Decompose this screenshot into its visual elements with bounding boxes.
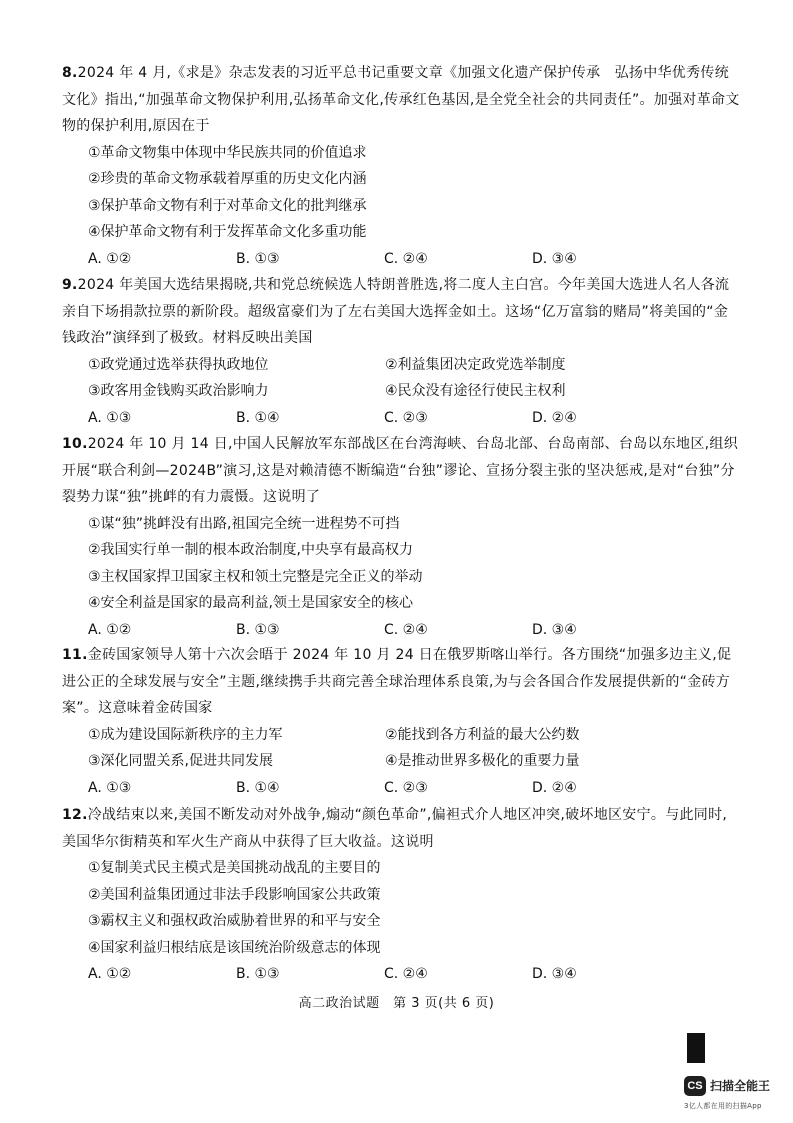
option-2: ②能找到各方利益的最大公约数 bbox=[385, 726, 580, 743]
camscanner-tagline: 3亿人都在用的扫描App bbox=[684, 1102, 762, 1110]
option-2: ②珍贵的革命文物承载着厚重的历史文化内涵 bbox=[88, 171, 367, 187]
question-stem: 2024 年美国大选结果揭晓,共和党总统候选人特朗普胜选,将二度人主白宫。今年美国大选进人名人各流亲自下场捐款拉票的新阶段。超级富豪们为了左右美国大选挥金如土。这场“亿万富翁的赌局”将美国的“金钱政治”演绎到了极致。材料反映出美国 bbox=[62, 277, 730, 346]
option-1: ①谋“独”挑衅没有出路,祖国完全统一进程势不可挡 bbox=[88, 515, 400, 532]
question-number: 8. bbox=[62, 65, 78, 81]
question-number: 11. bbox=[62, 647, 88, 663]
answer-choices bbox=[62, 405, 740, 432]
option-3: ③深化同盟关系,促进共同发展 bbox=[88, 753, 274, 769]
option-1: ①革命文物集中体现中华民族共同的价值追求 bbox=[88, 144, 367, 161]
option-3: ③霸权主义和强权政治威胁着世界的和平与安全 bbox=[88, 913, 381, 929]
answer-b: B. ①③ bbox=[236, 621, 280, 638]
answer-b: B. ①④ bbox=[236, 409, 280, 426]
option-3: ③政客用金钱购买政治影响力 bbox=[88, 383, 269, 399]
option-4: ④是推动世界多极化的重要力量 bbox=[385, 753, 580, 769]
answer-choices bbox=[62, 775, 740, 802]
question-number: 9. bbox=[62, 277, 78, 293]
option-4: ④保护革命文物有利于发挥革命文化多重功能 bbox=[88, 224, 367, 240]
answer-c: C. ②④ bbox=[384, 966, 428, 982]
question-number: 10. bbox=[62, 436, 88, 452]
answer-choices bbox=[62, 246, 740, 273]
answer-a: A. ①② bbox=[88, 250, 132, 267]
option-1: ①政党通过选举获得执政地位 bbox=[88, 356, 269, 373]
answer-b: B. ①④ bbox=[236, 779, 280, 796]
option-3: ③主权国家捍卫国家主权和领土完整是完全正义的举动 bbox=[88, 568, 423, 585]
answer-d: D. ③④ bbox=[532, 621, 577, 638]
answer-a: A. ①② bbox=[88, 966, 132, 982]
camscanner-logo-icon: CS bbox=[684, 1076, 706, 1096]
option-4: ④国家利益归根结底是该国统治阶级意志的体现 bbox=[88, 939, 381, 956]
answer-c: C. ②③ bbox=[384, 779, 428, 796]
page-footer: 高二政治试题 第 3 页(共 6 页) bbox=[298, 996, 495, 1011]
answer-choices bbox=[62, 961, 740, 988]
option-3: ③保护革命文物有利于对革命文化的批判继承 bbox=[88, 197, 367, 214]
option-4: ④民众没有途径行使民主权利 bbox=[385, 383, 566, 399]
answer-d: D. ②④ bbox=[532, 409, 577, 426]
question-stem: 金砖国家领导人第十六次会晤于 2024 年 10 月 24 日在俄罗斯喀山举行。各方围绕“加强多边主义,促进公正的全球发展与安全”主题,继续携手共商完善全球治理体系良策,为与会各国合作发展提供新的“金砖方案”。这意味着金砖国家 bbox=[62, 647, 732, 716]
answer-c: C. ②④ bbox=[384, 250, 428, 267]
answer-d: D. ③④ bbox=[532, 250, 577, 267]
camscanner-name: 扫描全能王 bbox=[710, 1079, 771, 1093]
question-10 bbox=[62, 431, 740, 643]
answer-choices bbox=[62, 617, 740, 644]
answer-a: A. ①③ bbox=[88, 409, 132, 426]
question-number: 12. bbox=[62, 807, 88, 823]
answer-b: B. ①③ bbox=[236, 250, 280, 267]
question-stem: 2024 年 4 月,《求是》杂志发表的习近平总书记重要文章《加强文化遗产保护传承 弘扬中华优秀传统文化》指出,“加强革命文物保护利用,弘扬革命文化,传承红色基因,是全党全社会的共同责任”。加强对革命文物的保护利用,原因在于 bbox=[62, 65, 740, 134]
scan-mark bbox=[687, 1033, 705, 1063]
option-1: ①成为建设国际新秩序的主力军 bbox=[88, 726, 283, 743]
option-2: ②美国利益集团通过非法手段影响国家公共政策 bbox=[88, 886, 381, 903]
question-12 bbox=[62, 802, 740, 988]
answer-a: A. ①③ bbox=[88, 779, 132, 796]
answer-c: C. ②③ bbox=[384, 409, 428, 426]
answer-a: A. ①② bbox=[88, 621, 132, 638]
question-11 bbox=[62, 642, 740, 801]
question-stem: 冷战结束以来,美国不断发动对外战争,煽动“颜色革命”,偏袒式介人地区冲突,破坏地区安宁。与此同时,美国华尔街精英和军火生产商从中获得了巨大收益。这说明 bbox=[62, 807, 728, 850]
question-stem: 2024 年 10 月 14 日,中国人民解放军东部战区在台湾海峡、台岛北部、台岛南部、台岛以东地区,组织开展“联合利剑—2024B”演习,这是对赖清德不断编造“台独”谬论、宣扬分裂主张的坚决惩戒,是对“台独”分裂势力谋“独”挑衅的有力震慑。这说明了 bbox=[62, 436, 739, 505]
option-2: ②利益集团决定政党选举制度 bbox=[385, 356, 566, 373]
option-2: ②我国实行单一制的根本政治制度,中央享有最高权力 bbox=[88, 542, 413, 558]
question-8 bbox=[62, 60, 740, 272]
option-4: ④安全利益是国家的最高利益,领土是国家安全的核心 bbox=[88, 595, 413, 611]
question-9 bbox=[62, 272, 740, 431]
answer-d: D. ②④ bbox=[532, 779, 577, 796]
answer-d: D. ③④ bbox=[532, 966, 577, 982]
answer-b: B. ①③ bbox=[236, 966, 280, 982]
option-1: ①复制美式民主模式是美国挑动战乱的主要目的 bbox=[88, 860, 381, 876]
answer-c: C. ②④ bbox=[384, 621, 428, 638]
